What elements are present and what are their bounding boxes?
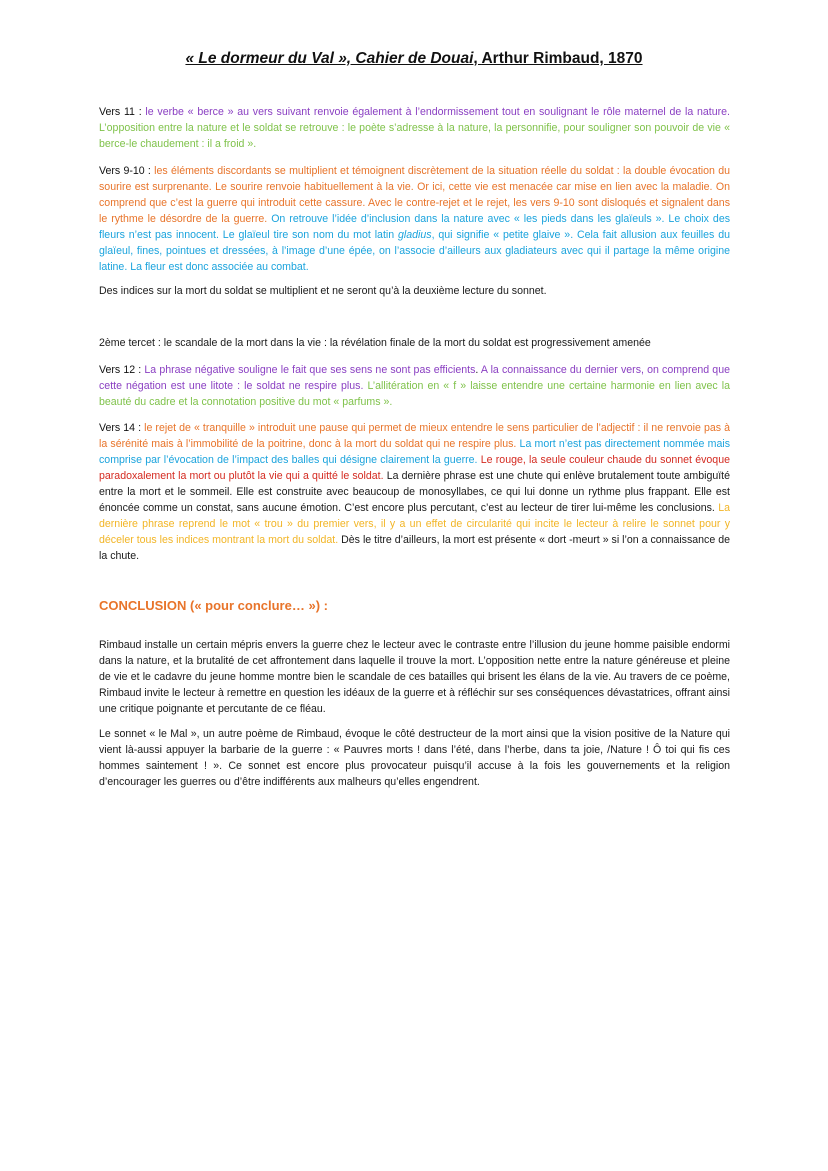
vers-9-10-sentence-1: les éléments discordants se multiplient et témoignent discrètement de la situation réelle du soldat : la double évocation du sourire est surprenante. Le sourire renvoie habituellement à la vie. Or ici, cette vie est menacée car mise en lien avec la maladie. On comprend que c’est la guerre qui introduit cette cassure. Avec le contre-rejet et le rejet, les vers 9-10 sont disloqués et signalent dans le rythme le désordre de la guerre. <box>99 165 730 225</box>
vers-14-sentence-6: Dès le titre d’ailleurs, la mort est présente « dort -meurt » si l’on a connaissance de la chute. <box>99 534 730 562</box>
vers-11-label: Vers 11 : <box>99 106 146 118</box>
vers-9-10-label: Vers 9-10 : <box>99 165 155 177</box>
vers-11-sentence-2: L’opposition entre la nature et le soldat se retrouve : le poète s’adresse à la nature, la personnifie, pour souligner son pouvoir de vie « berce-le chaudement : il a froid ». <box>99 122 730 150</box>
paragraph-tercet-2: 2ème tercet : le scandale de la mort dans la vie : la révélation finale de la mort du soldat est progressivement amenée <box>99 337 651 349</box>
vers-12-sentence-1-end: . <box>475 364 479 376</box>
vers-14-sentence-4: La dernière phrase est une chute qui enlève brutalement toute ambiguïté entre la mort et le sommeil. Elle est construite avec beaucoup de monosyllabes, ce qui lui donne un rythme plus frappant. Elle est énoncée comme un constat, sans aucune émotion. C’est encore plus percutant, c’est au lecteur de tirer lui-même les conclusions. <box>99 470 731 514</box>
paragraph-indices: Des indices sur la mort du soldat se multiplient et ne seront qu’à la deuxième lecture du sonnet. <box>99 285 547 297</box>
paragraph-vers-9-10 <box>99 163 730 275</box>
paragraph-vers-12 <box>99 362 730 410</box>
vers-9-10-sentence-2a: On retrouve l’idée d’inclusion dans la nature avec « les pieds dans les glaïeuls ». Le choix des fleurs n’est pas innocent. Le glaïeul tire son nom du mot latin <box>99 213 731 241</box>
title-author-part: Arthur Rimbaud, 1870 <box>481 50 643 67</box>
title-separator: , <box>473 50 482 67</box>
vers-14-sentence-3: Le rouge, la seule couleur chaude du sonnet évoque paradoxalement la mort ou plutôt la vie qui a quitté le soldat. <box>99 454 730 482</box>
conclusion-heading: CONCLUSION (« pour conclure… ») : <box>99 598 328 613</box>
vers-12-label: Vers 12 : <box>99 364 145 376</box>
vers-9-10-sentence-2b: , qui signifie « petite glaive ». Cela fait allusion aux feuilles du glaïeul, fines, pointues et dressées, à l’image d’une épée, on l’associe d’ailleurs aux gladiateurs avec qui il partage la même origine latine. La fleur est donc associée au combat. <box>99 229 730 273</box>
vers-12-sentence-2: A la connaissance du dernier vers, on comprend que cette négation est une litote : le soldat ne respire plus. <box>99 364 730 392</box>
vers-14-sentence-5: La dernière phrase reprend le mot « trou » du premier vers, il y a un effet de circularité qui incite le lecteur à relire le sonnet pour y déceler tous les indices montrant la mort du soldat. <box>99 502 730 546</box>
title-italic-part: « Le dormeur du Val », Cahier de Douai <box>185 50 474 67</box>
vers-9-10-italic-word: gladius <box>398 229 432 241</box>
conclusion-paragraph-2: Le sonnet « le Mal », un autre poème de Rimbaud, évoque le côté destructeur de la mort ainsi que la vision positive de la Nature qui vient là-aussi appuyer la barbarie de la guerre : « Pauvres morts ! dans l’été, dans l’herbe, dans ta joie, /Nature ! Ô toi qui fis ces hommes saintement ! ». Ce sonnet est encore plus provocateur puisqu’il accuse à la fois les gouvernements et la religion d’encourager les guerres ou d’être indifférents aux malheurs qu’elles engendrent. <box>99 728 730 788</box>
vers-14-label: Vers 14 : <box>99 422 145 434</box>
vers-14-sentence-2: La mort n’est pas directement nommée mais comprise par l’évocation de l’impact des balles qui désigne clairement la guerre. <box>99 438 730 466</box>
vers-12-sentence-1: La phrase négative souligne le fait que ses sens ne sont pas efficients <box>144 364 476 376</box>
paragraph-vers-14 <box>99 420 730 564</box>
conclusion-paragraph-1: Rimbaud installe un certain mépris envers la guerre chez le lecteur avec le contraste entre l’illusion du jeune homme paisible endormi dans la nature, et la brutalité de cet affrontement dans laquelle il trouve la mort. L’opposition nette entre la nature généreuse et pleine de vie et le cadavre du jeune homme montre bien le scandale de ces batailles qui brisent les élans de la vie. Au travers de ce poème, Rimbaud invite le lecteur à remettre en question les idéaux de la guerre et à réfléchir sur ses conséquences dévastatrices, offrant ainsi une critique poignante et percutante de ce fléau. <box>99 639 730 715</box>
page-title <box>0 50 828 68</box>
vers-14-sentence-1: le rejet de « tranquille » introduit une pause qui permet de mieux entendre le sens particulier de l’adjectif : il ne renvoie pas à la sérénité mais à l’immobilité de la poitrine, donc à la mort du soldat qui ne respire plus. <box>99 422 730 450</box>
paragraph-vers-11 <box>99 104 730 152</box>
vers-11-sentence-1: le verbe « berce » au vers suivant renvoie également à l’endormissement tout en soulignant le rôle maternel de la nature. <box>145 106 730 118</box>
vers-12-sentence-3: L’allitération en « f » laisse entendre une certaine harmonie en lien avec la beauté du cadre et la connotation positive du mot « parfums ». <box>99 380 730 408</box>
